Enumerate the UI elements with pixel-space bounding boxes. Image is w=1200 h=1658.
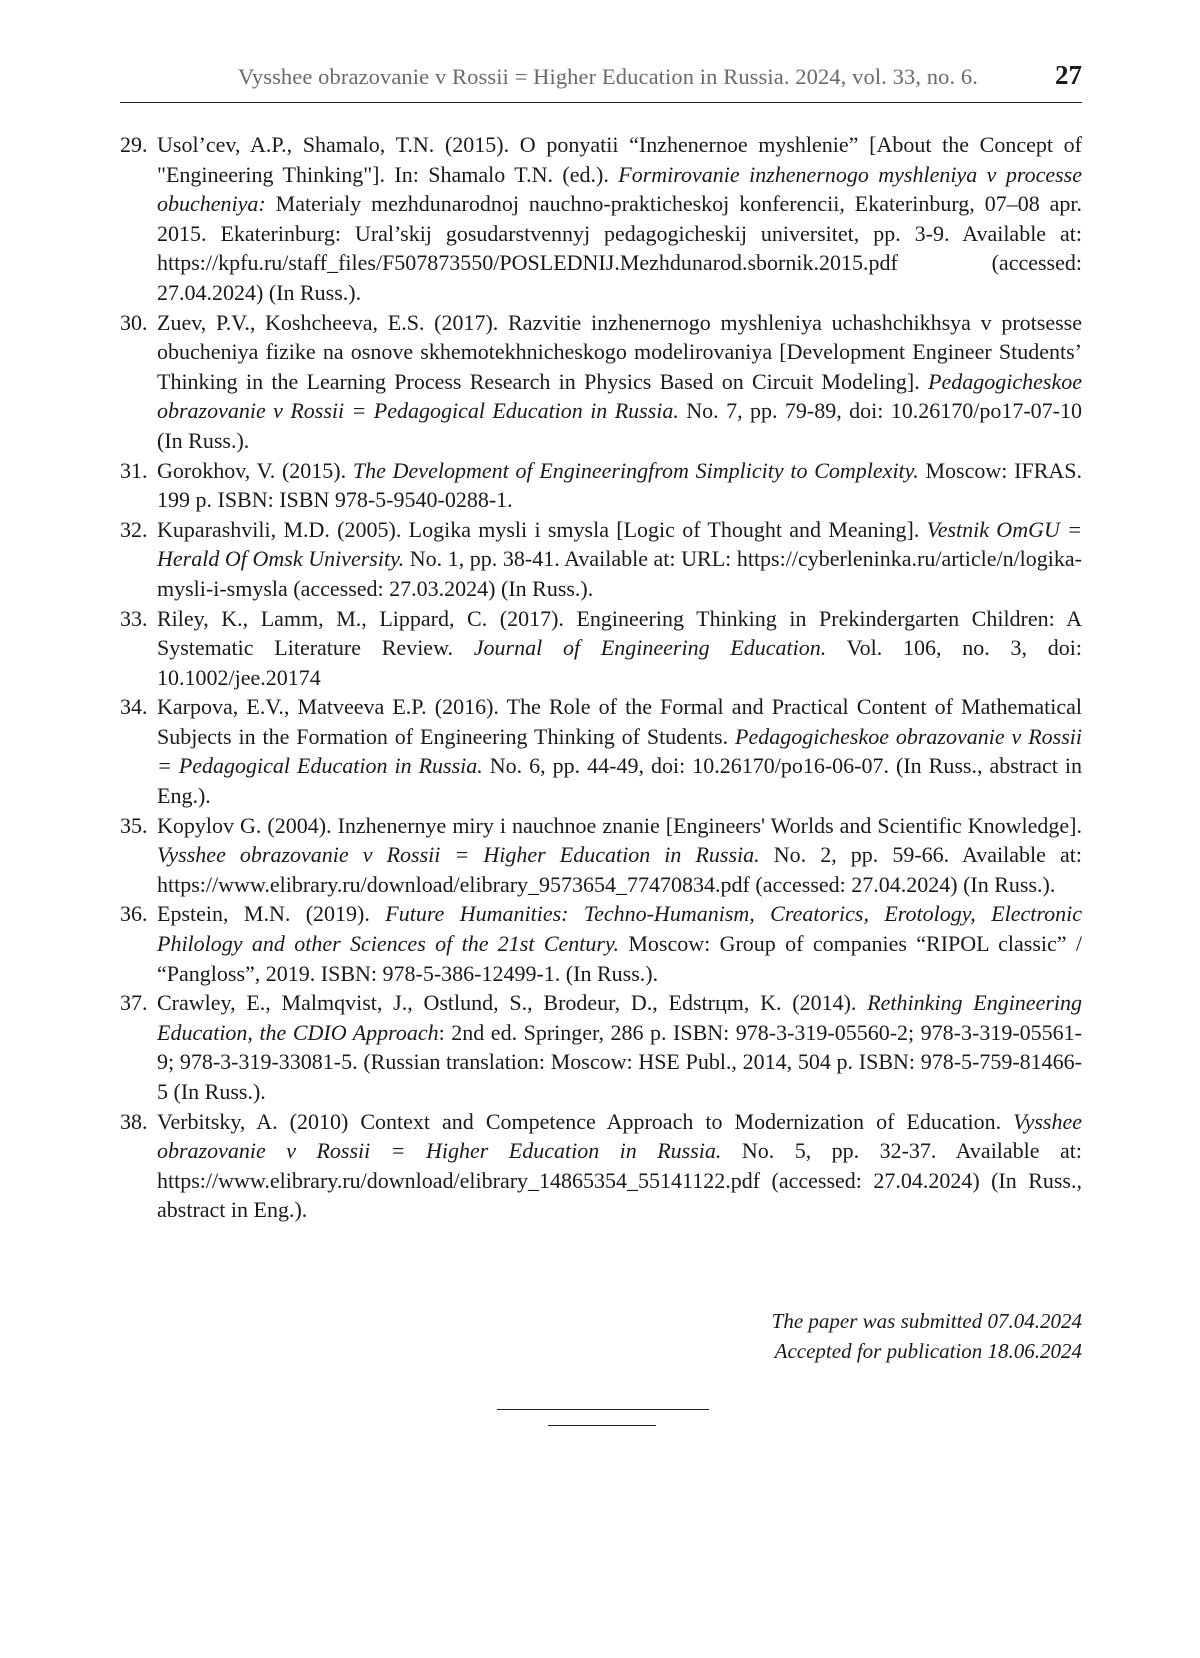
reference-title-italic: Vysshee obrazovanie v Rossii = Higher Education in Russia.	[157, 842, 760, 868]
reference-text: Usol’cev, A.P., Shamalo, T.N. (2015). O ponyatii “Inzhenernoe myshlenie” [About the Concept of "Engineering Thinking"]. In: Shamalo T.N. (ed.).	[157, 132, 1082, 187]
reference-text: Gorokhov, V. (2015).	[157, 457, 353, 483]
submission-dates	[772, 1306, 1082, 1366]
reference-text: Kopylov G. (2004). Inzhenernye miry i nauchnoe znanie [Engineers' Worlds and Scientific Knowledge].	[157, 812, 1082, 838]
reference-number: 30.	[120, 309, 148, 335]
reference-item	[120, 308, 1082, 456]
reference-number: 38.	[120, 1108, 148, 1134]
reference-title-italic: Vysshee obrazovanie v Rossii = Higher Education in Russia.	[157, 1108, 1082, 1164]
reference-number: 33.	[120, 605, 148, 631]
reference-text: No. 5, pp. 32-37. Available at: https://www.elibrary.ru/download/elibrary_14865354_55141122.pdf (accessed: 27.04.2024) (In Russ., abstract in Eng.).	[157, 1138, 1082, 1223]
reference-text: Verbitsky, A. (2010) Context and Competence Approach to Modernization of Education.	[157, 1108, 1014, 1134]
page-number: 27	[1055, 60, 1082, 90]
reference-text: Moscow: IFRAS. 199 p. ISBN: ISBN 978-5-9540-0288-1.	[157, 457, 1082, 513]
reference-text: Materialy mezhdunarodnoj nauchno-prakticheskoj konferencii, Ekaterinburg, 07–08 apr. 2015. Ekaterinburg: Ural’skij gosudarstvennyj pedagogicheskij universitet, pp. 3-9. Available at: https://kpfu.ru/staff_files/F507873550/POSLEDNIJ.Mezhdunarod.sbornik.2015.pdf (accessed: 27.04.2024) (In Russ.).	[157, 191, 1082, 305]
reference-number: 29.	[120, 132, 148, 157]
reference-text: No. 2, pp. 59-66. Available at: https://www.elibrary.ru/download/elibrary_9573654_77470834.pdf (accessed: 27.04.2024) (In Russ.).	[157, 842, 1082, 897]
reference-text: No. 7, pp. 79-89, doi: 10.26170/po17-07-10 (In Russ.).	[157, 398, 1083, 453]
reference-item	[120, 456, 1082, 515]
reference-number: 32.	[120, 516, 148, 542]
reference-text: No. 1, pp. 38-41. Available at: URL: https://cyberleninka.ru/article/n/logika-mysli-i-smysla (accessed: 27.03.2024) (In Russ.).	[157, 546, 1082, 601]
reference-item	[120, 130, 1082, 308]
reference-number: 35.	[120, 812, 148, 838]
reference-text: Moscow: Group of companies “RIPOL classic” / “Pangloss”, 2019. ISBN: 978-5-386-12499-1. (In Russ.).	[157, 931, 1082, 986]
reference-item	[120, 604, 1082, 693]
end-rule-long	[497, 1409, 709, 1410]
reference-text: Crawley, E., Malmqvist, J., Ostlund, S., Brodeur, D., Edstrцm, K. (2014).	[157, 990, 868, 1016]
submitted-date: The paper was submitted 07.04.2024	[771, 1309, 1082, 1333]
reference-text: Kuparashvili, M.D. (2005). Logika mysli i smysla [Logic of Thought and Meaning].	[157, 516, 927, 542]
reference-list	[120, 130, 1082, 1225]
journal-title: Vysshee obrazovanie v Rossii = Higher Education in Russia. 2024, vol. 33, no. 6.	[238, 64, 978, 89]
reference-title-italic: Future Humanities: Techno-Humanism, Creatorics, Erotology, Electronic Philology and other Sciences of the 21st Century.	[157, 901, 1083, 957]
reference-number: 31.	[120, 457, 148, 483]
reference-text: Karpova, E.V., Matveeva E.P. (2016). The Role of the Formal and Practical Content of Mathematical Subjects in the Formation of Engineering Thinking of Students.	[157, 694, 1082, 749]
reference-title-italic: Pedagogicheskoe obrazovanie v Rossii = Pedagogical Education in Russia.	[157, 368, 1082, 424]
reference-item	[120, 988, 1082, 1106]
reference-item	[120, 899, 1082, 988]
reference-number: 37.	[120, 990, 148, 1016]
running-head	[120, 60, 1082, 103]
reference-title-italic: Rethinking Engineering Education, the CDIO Approach	[157, 990, 1083, 1045]
reference-item	[120, 515, 1082, 604]
reference-title-italic: Journal of Engineering Education.	[473, 635, 827, 661]
reference-item	[120, 1107, 1082, 1225]
reference-item	[120, 692, 1082, 810]
reference-item	[120, 811, 1082, 900]
reference-text: Epstein, M.N. (2019).	[157, 901, 386, 927]
reference-number: 34.	[120, 694, 148, 720]
reference-title-italic: Vestnik OmGU = Herald Of Omsk University.	[157, 516, 1082, 572]
reference-title-italic: The Development of Engineeringfrom Simplicity to Complexity.	[352, 457, 919, 483]
reference-text: : 2nd ed. Springer, 286 p. ISBN: 978-3-319-05560-2; 978-3-319-05561-9; 978-3-319-33081-5. (Russian translation: Moscow: HSE Publ., 2014, 504 p. ISBN: 978-5-759-81466-5 (In Russ.).	[157, 1019, 1082, 1104]
reference-title-italic: Pedagogicheskoe obrazovanie v Rossii = Pedagogical Education in Russia.	[157, 723, 1082, 779]
reference-text: Vol. 106, no. 3, doi: 10.1002/jee.20174	[157, 635, 1082, 690]
reference-title-italic: Formirovanie inzhenernogo myshleniya v processe obucheniya:	[157, 161, 1083, 217]
reference-text: Zuev, P.V., Koshcheeva, E.S. (2017). Razvitie inzhenernogo myshleniya uchashchikhsya v protsesse obucheniya fizike na osnove skhemotekhnicheskogo modelirovaniya [Development Engineer Students’ Thinking in the Learning Process Research in Physics Based on Circuit Modeling].	[157, 309, 1082, 394]
reference-text: No. 6, pp. 44-49, doi: 10.26170/po16-06-07. (In Russ., abstract in Eng.).	[157, 753, 1082, 809]
end-rule-short	[548, 1425, 656, 1426]
reference-number: 36.	[120, 901, 148, 927]
reference-text: Riley, K., Lamm, M., Lippard, C. (2017). Engineering Thinking in Prekindergarten Children: A Systematic Literature Review.	[157, 605, 1082, 661]
accepted-date: Accepted for publication 18.06.2024	[774, 1339, 1082, 1363]
